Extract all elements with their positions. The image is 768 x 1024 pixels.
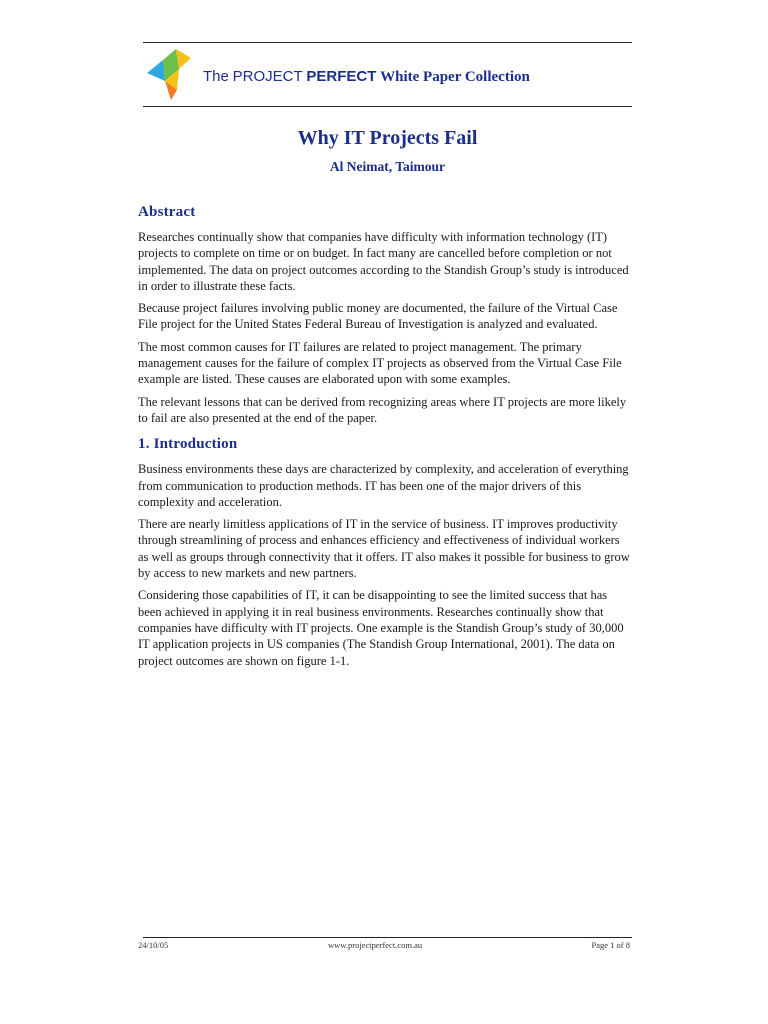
collection-title: [203, 68, 530, 86]
introduction-paragraph: Considering those capabilities of IT, it can be disappointing to see the limited success that has been achieved in applying it in real business environments. Researches continually show that companies have difficulty with IT projects. One example is the Standish Group’s study of 30,000 IT application projects in US companies (The Standish Group International, 2001). The data on project outcomes are shown on figure 1-1.: [138, 588, 624, 668]
footer-date: 24/10/05: [138, 940, 169, 950]
paper-body: [138, 204, 630, 675]
footer-rule: [143, 937, 632, 938]
project-perfect-logo-icon: [143, 48, 193, 100]
abstract-paragraph: The most common causes for IT failures are related to project management. The primary management causes for the failure of complex IT projects as observed from the Virtual Case File example are listed. These causes are elaborated upon with some examples.: [138, 339, 622, 387]
introduction-paragraph: Business environments these days are characterized by complexity, and acceleration of everything from communication to production methods. IT has been one of the major drivers of this complexity and acceleration.: [138, 462, 629, 509]
paper-title: Why IT Projects Fail: [297, 127, 478, 149]
paper-author: Al Neimat, Taimour: [329, 159, 446, 174]
header-bottom-rule: [143, 106, 632, 107]
footer-url: www.projectperfect.com.au: [328, 940, 423, 950]
abstract-paragraph: Researches continually show that companies have difficulty with information technology (IT) projects to complete on time or on budget. In fact many are cancelled before completion or not implemented. The data on project outcomes according to the Standish Group’s study is introduced in order to illustrate these facts.: [138, 230, 629, 293]
collection-header: [143, 47, 632, 103]
collection-title-project: PROJECT: [232, 68, 303, 85]
collection-title-rest: White Paper Collection: [380, 69, 530, 85]
collection-title-the: The: [203, 68, 229, 85]
abstract-heading: Abstract: [138, 204, 196, 220]
header-top-rule: [143, 42, 632, 43]
introduction-paragraph: There are nearly limitless applications of IT in the service of business. IT improves productivity through streamlining of process and enhances efficiency and effectiveness of individual workers as well as groups through connectivity that it offers. IT also makes it possible for business to grow by access to new markets and new partners.: [138, 517, 630, 581]
introduction-heading: 1. Introduction: [138, 436, 238, 453]
footer-page-number: Page 1 of 8: [591, 940, 630, 950]
abstract-paragraph: Because project failures involving public money are documented, the failure of the Virtual Case File project for the United States Federal Bureau of Investigation is analyzed and evaluated.: [138, 301, 618, 332]
abstract-paragraph: The relevant lessons that can be derived from recognizing areas where IT projects are more likely to fail are also presented at the end of the paper.: [138, 394, 627, 425]
collection-title-perfect: PERFECT: [306, 68, 377, 85]
